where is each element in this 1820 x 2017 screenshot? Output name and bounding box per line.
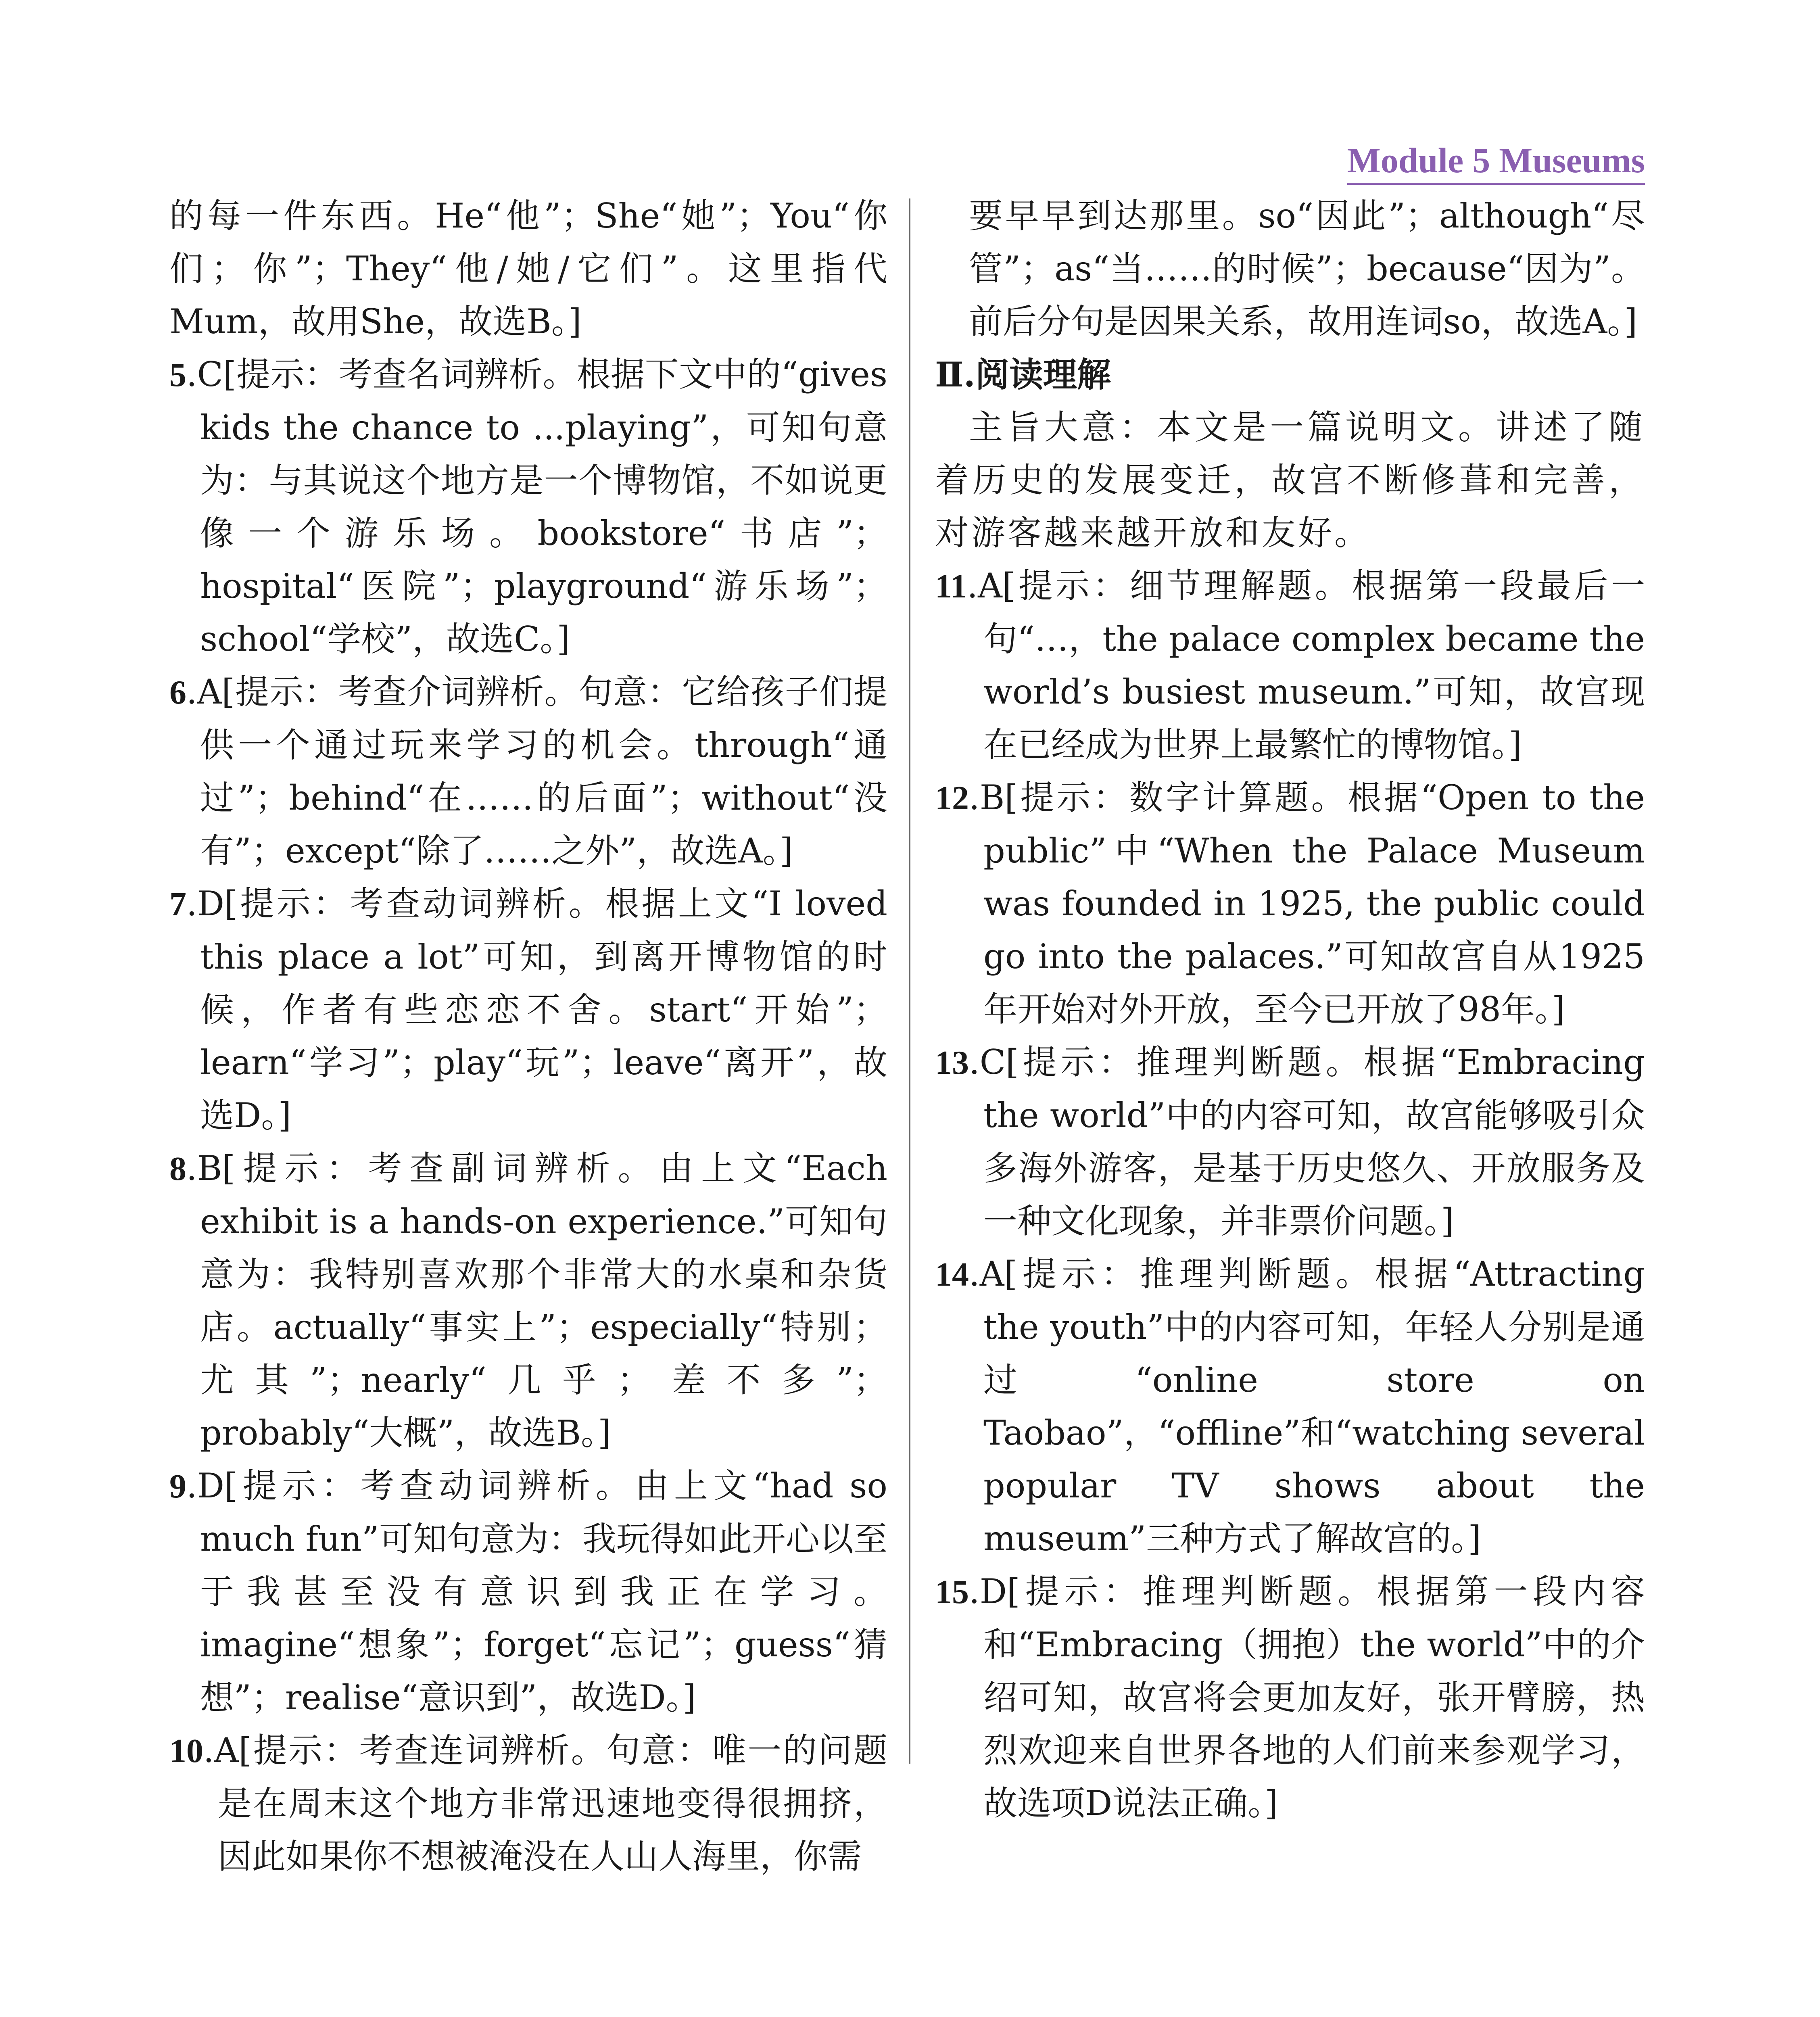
- section-title-reading: Ⅱ.阅读理解: [935, 355, 1111, 395]
- left-intro-text: 的每一件东西。He“他”；She“她”；You“你们；你”；They“他/她/它们”。这里指代Mum，故用She，故选B。]: [169, 196, 887, 341]
- item-number: 12: [935, 779, 969, 817]
- answer-item-10: [169, 1724, 887, 1883]
- item-number: 15: [935, 1573, 969, 1611]
- item-text: .B[提示：数字计算题。根据“Open to the public”中“When the Palace Museum was founded in 1925, the public could go into the palaces.”可知故宫自从1925年开始对外开放，至今已开放了98年。]: [969, 778, 1645, 1029]
- item-number: 10: [169, 1732, 203, 1770]
- item-text: .A[提示：考查介词辨析。句意：它给孩子们提供一个通过玩来学习的机会。through“通过”；behind“在……的后面”；without“没有”；except“除了……之外”，故选A。]: [186, 672, 887, 871]
- item-text: .C[提示：推理判断题。根据“Embracing the world”中的内容可知，故宫能够吸引众多海外游客，是基于历史悠久、开放服务及一种文化现象，并非票价问题。]: [969, 1042, 1645, 1241]
- item-number: 5: [169, 356, 186, 394]
- answer-item-14: [935, 1248, 1645, 1565]
- answer-item-8: [169, 1142, 887, 1460]
- answer-item-12: [935, 771, 1645, 1036]
- right-column: [935, 190, 1645, 1830]
- item-number: 7: [169, 885, 186, 923]
- column-divider: [909, 198, 910, 1764]
- passage-summary: 主旨大意：本文是一篇说明文。讲述了随着历史的发展变迁，故宫不断修葺和完善，对游客越来越开放和友好。: [935, 407, 1645, 553]
- item-text: .D[提示：考查动词辨析。根据上文“I loved this place a lot”可知，到离开博物馆的时候，作者有些恋恋不舍。start“开始”；learn“学习”；play“玩”；leave“离开”，故选D。]: [186, 884, 887, 1135]
- module-title: Module 5 Museums: [1347, 140, 1645, 185]
- item-number: 6: [169, 674, 186, 711]
- answer-item-7: [169, 877, 887, 1142]
- item-number: 8: [169, 1150, 186, 1188]
- answer-item-11: [935, 560, 1645, 771]
- item-number: 14: [935, 1256, 969, 1293]
- item-text: .C[提示：考查名词辨析。根据下文中的“gives kids the chance to ...playing”，可知句意为：与其说这个地方是一个博物馆，不如说更像一个游乐场。bookstore“书店”；hospital“医院”；playground“游乐场”；school“学校”，故选C。]: [186, 355, 887, 659]
- item-text: .D[提示：考查动词辨析。由上文“had so much fun”可知句意为：我玩得如此开心以至于我甚至没有意识到我正在学习。imagine“想象”；forget“忘记”；guess“猜想”；realise“意识到”，故选D。]: [186, 1466, 887, 1717]
- answer-item-5: [169, 348, 887, 666]
- answer-item-15: [935, 1565, 1645, 1830]
- item-text: .D[提示：推理判断题。根据第一段内容和“Embracing（拥抱）the world”中的介绍可知，故宫将会更加友好，张开臂膀，热烈欢迎来自世界各地的人们前来参观学习，故选项D说法正确。]: [969, 1572, 1645, 1823]
- answer-item-13: [935, 1036, 1645, 1248]
- item-text: .B[提示：考查副词辨析。由上文“Each exhibit is a hands-on experience.”可知句意为：我特别喜欢那个非常大的水桌和杂货店。actually“事实上”；especially“特别；尤其”；nearly“几乎；差不多”；probably“大概”，故选B。]: [186, 1148, 887, 1453]
- item-text: .A[提示：考查连词辨析。句意：唯一的问题是在周末这个地方非常迅速地变得很拥挤，因此如果你不想被淹没在人山人海里，你需: [203, 1731, 887, 1876]
- item-number: 9: [169, 1468, 186, 1505]
- answer-item-9: [169, 1460, 887, 1724]
- item-text: .A[提示：推理判断题。根据“Attracting the youth”中的内容可知，年轻人分别是通过“online store on Taobao”，“offline”和“watching several popular TV shows about the museum”三种方式了解故宫的。]: [969, 1254, 1645, 1558]
- item-number: 13: [935, 1044, 969, 1082]
- right-continuation-text: 要早早到达那里。so“因此”；although“尽管”；as“当……的时候”；because“因为”。前后分句是因果关系，故用连词so，故选A。]: [969, 196, 1645, 341]
- item-number: 11: [935, 568, 967, 605]
- item-text: .A[提示：细节理解题。根据第一段最后一句“…，the palace complex became the world’s busiest museum.”可知，故宫现在已经成为世界上最繁忙的博物馆。]: [967, 566, 1645, 764]
- left-column: [169, 190, 887, 1883]
- answer-item-6: [169, 666, 887, 877]
